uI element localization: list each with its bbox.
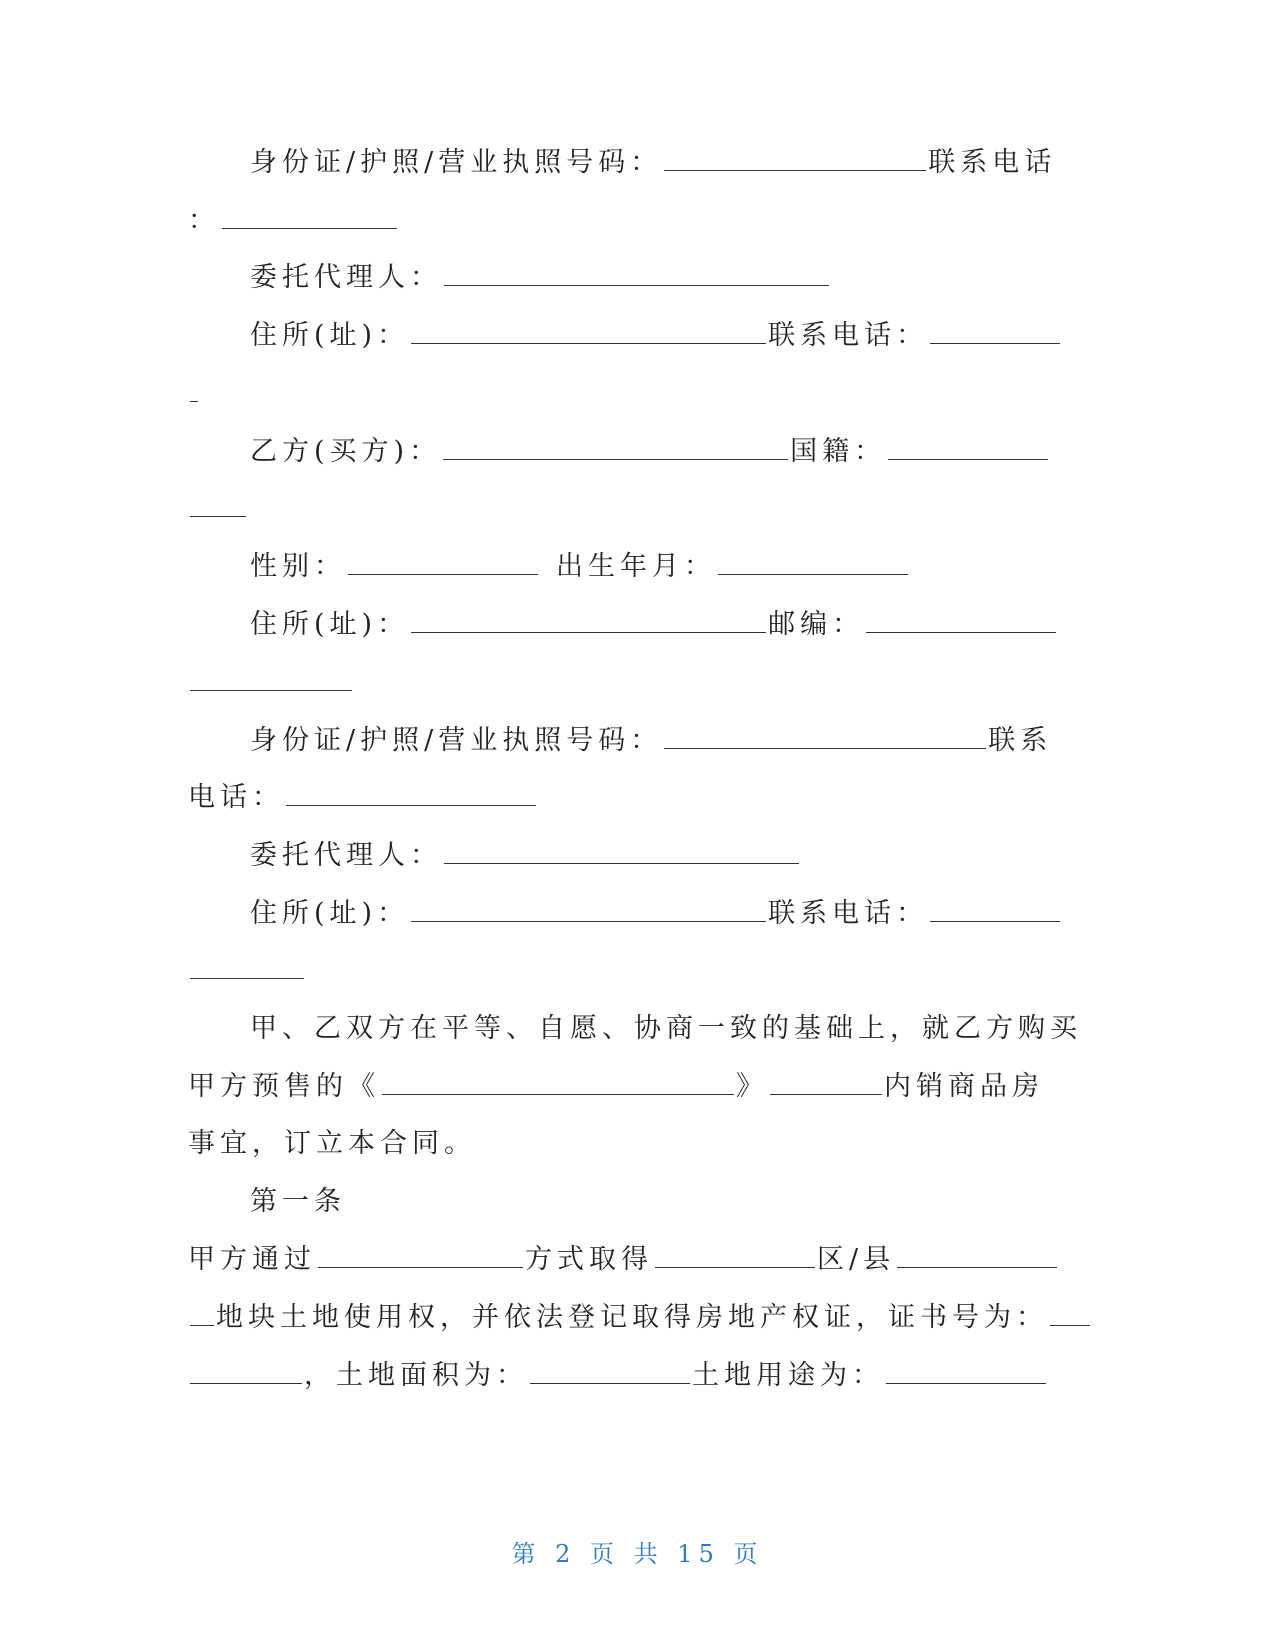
- party-a-id-line: [250, 143, 1070, 183]
- agent-blank: [444, 843, 799, 864]
- article-1-line-1: [188, 1240, 1068, 1280]
- phone-blank: [930, 323, 1060, 344]
- party-b-agent-address-line: [250, 894, 1070, 934]
- party-b-id-line: [250, 721, 1070, 761]
- article-title: 第一条: [250, 1186, 346, 1217]
- unit-blank: [770, 1074, 882, 1095]
- plot-blank: [897, 1247, 1057, 1268]
- paragraph-text: 区/县: [817, 1244, 896, 1275]
- article-1-line-3: [188, 1356, 1068, 1396]
- id-blank: [664, 150, 926, 171]
- agreement-paragraph-line-2: [188, 1067, 1068, 1107]
- agent-label: 委托代理人：: [250, 262, 442, 293]
- colon: ：: [188, 205, 220, 236]
- birth-blank: [718, 554, 908, 575]
- postcode-label: 邮编：: [768, 609, 865, 640]
- certificate-blank: [1050, 1305, 1090, 1326]
- phone-label: 电话：: [188, 782, 284, 813]
- continuation-blank-line: [188, 951, 1068, 991]
- party-b-gender-line: [250, 547, 1070, 587]
- address-label: 住所(址)：: [250, 609, 410, 640]
- project-name-blank: [382, 1074, 734, 1095]
- phone-label: 联系电话: [928, 147, 1057, 178]
- gender-blank: [348, 554, 538, 575]
- address-blank: [411, 323, 766, 344]
- party-b-address-line: [250, 605, 1070, 645]
- phone-label: 联系电话：: [768, 320, 929, 351]
- party-b-agent-line: [250, 836, 1070, 876]
- district-blank: [655, 1247, 815, 1268]
- paragraph-text: ，土地面积为：: [304, 1360, 528, 1391]
- paragraph-text: 事宜，订立本合同。: [188, 1128, 476, 1159]
- address-blank: [411, 901, 766, 922]
- buyer-label: 乙方(买方)：: [250, 436, 442, 467]
- continuation-blank: [190, 381, 198, 402]
- agent-label: 委托代理人：: [250, 840, 442, 871]
- land-area-blank: [530, 1363, 690, 1384]
- party-b-phone-line: [188, 778, 1068, 818]
- continuation-blank: [190, 670, 352, 691]
- certificate-blank-continued: [190, 1363, 302, 1384]
- address-blank: [411, 612, 766, 633]
- phone-blank: [286, 785, 536, 806]
- party-a-agent-address-line: [250, 316, 1070, 356]
- paragraph-text: 甲方预售的《: [188, 1071, 380, 1102]
- paragraph-text: 地块土地使用权，并依法登记取得房地产权证，证书号为：: [216, 1302, 1048, 1333]
- address-label: 住所(址)：: [250, 898, 410, 929]
- nationality-label: 国籍：: [790, 436, 887, 467]
- id-blank: [664, 728, 986, 749]
- postcode-blank: [866, 612, 1056, 633]
- continuation-blank-line: [188, 663, 1068, 703]
- gender-label: 性别：: [250, 551, 346, 582]
- party-a-phone-line: [188, 201, 1068, 241]
- land-use-blank: [886, 1363, 1046, 1384]
- continuation-blank-line: [188, 374, 1068, 414]
- continuation-blank-line: [188, 489, 1068, 529]
- continuation-blank: [190, 496, 246, 517]
- continuation-blank: [190, 958, 304, 979]
- party-b-name-line: [250, 432, 1070, 472]
- method-blank: [318, 1247, 523, 1268]
- paragraph-text: 内销商品房: [884, 1071, 1044, 1102]
- paragraph-text: 甲方通过: [188, 1244, 316, 1275]
- phone-label: 联系: [988, 725, 1053, 756]
- agent-blank: [444, 265, 829, 286]
- plot-blank-continued: [190, 1305, 214, 1326]
- paragraph-text: 》: [736, 1071, 768, 1102]
- party-a-agent-line: [250, 258, 1070, 298]
- paragraph-text: 土地用途为：: [692, 1360, 884, 1391]
- id-label: 身份证/护照/营业执照号码：: [250, 147, 663, 178]
- phone-blank: [222, 208, 397, 229]
- paragraph-text: 方式取得: [525, 1244, 653, 1275]
- phone-label: 联系电话：: [768, 898, 929, 929]
- agreement-paragraph-line-3: [188, 1124, 1068, 1164]
- paragraph-text: 甲、乙双方在平等、自愿、协商一致的基础上，就乙方购买: [250, 1013, 1082, 1044]
- agreement-paragraph-line-1: [250, 1009, 1082, 1049]
- article-1-line-2: [188, 1298, 1068, 1338]
- id-label: 身份证/护照/营业执照号码：: [250, 725, 663, 756]
- address-label: 住所(址)：: [250, 320, 410, 351]
- page-footer: 第 2 页 共 15 页: [511, 1540, 764, 1568]
- buyer-blank: [443, 439, 788, 460]
- nationality-blank: [888, 439, 1048, 460]
- birth-label: 出生年月：: [556, 551, 716, 582]
- article-heading: [250, 1182, 1070, 1222]
- phone-blank: [930, 901, 1060, 922]
